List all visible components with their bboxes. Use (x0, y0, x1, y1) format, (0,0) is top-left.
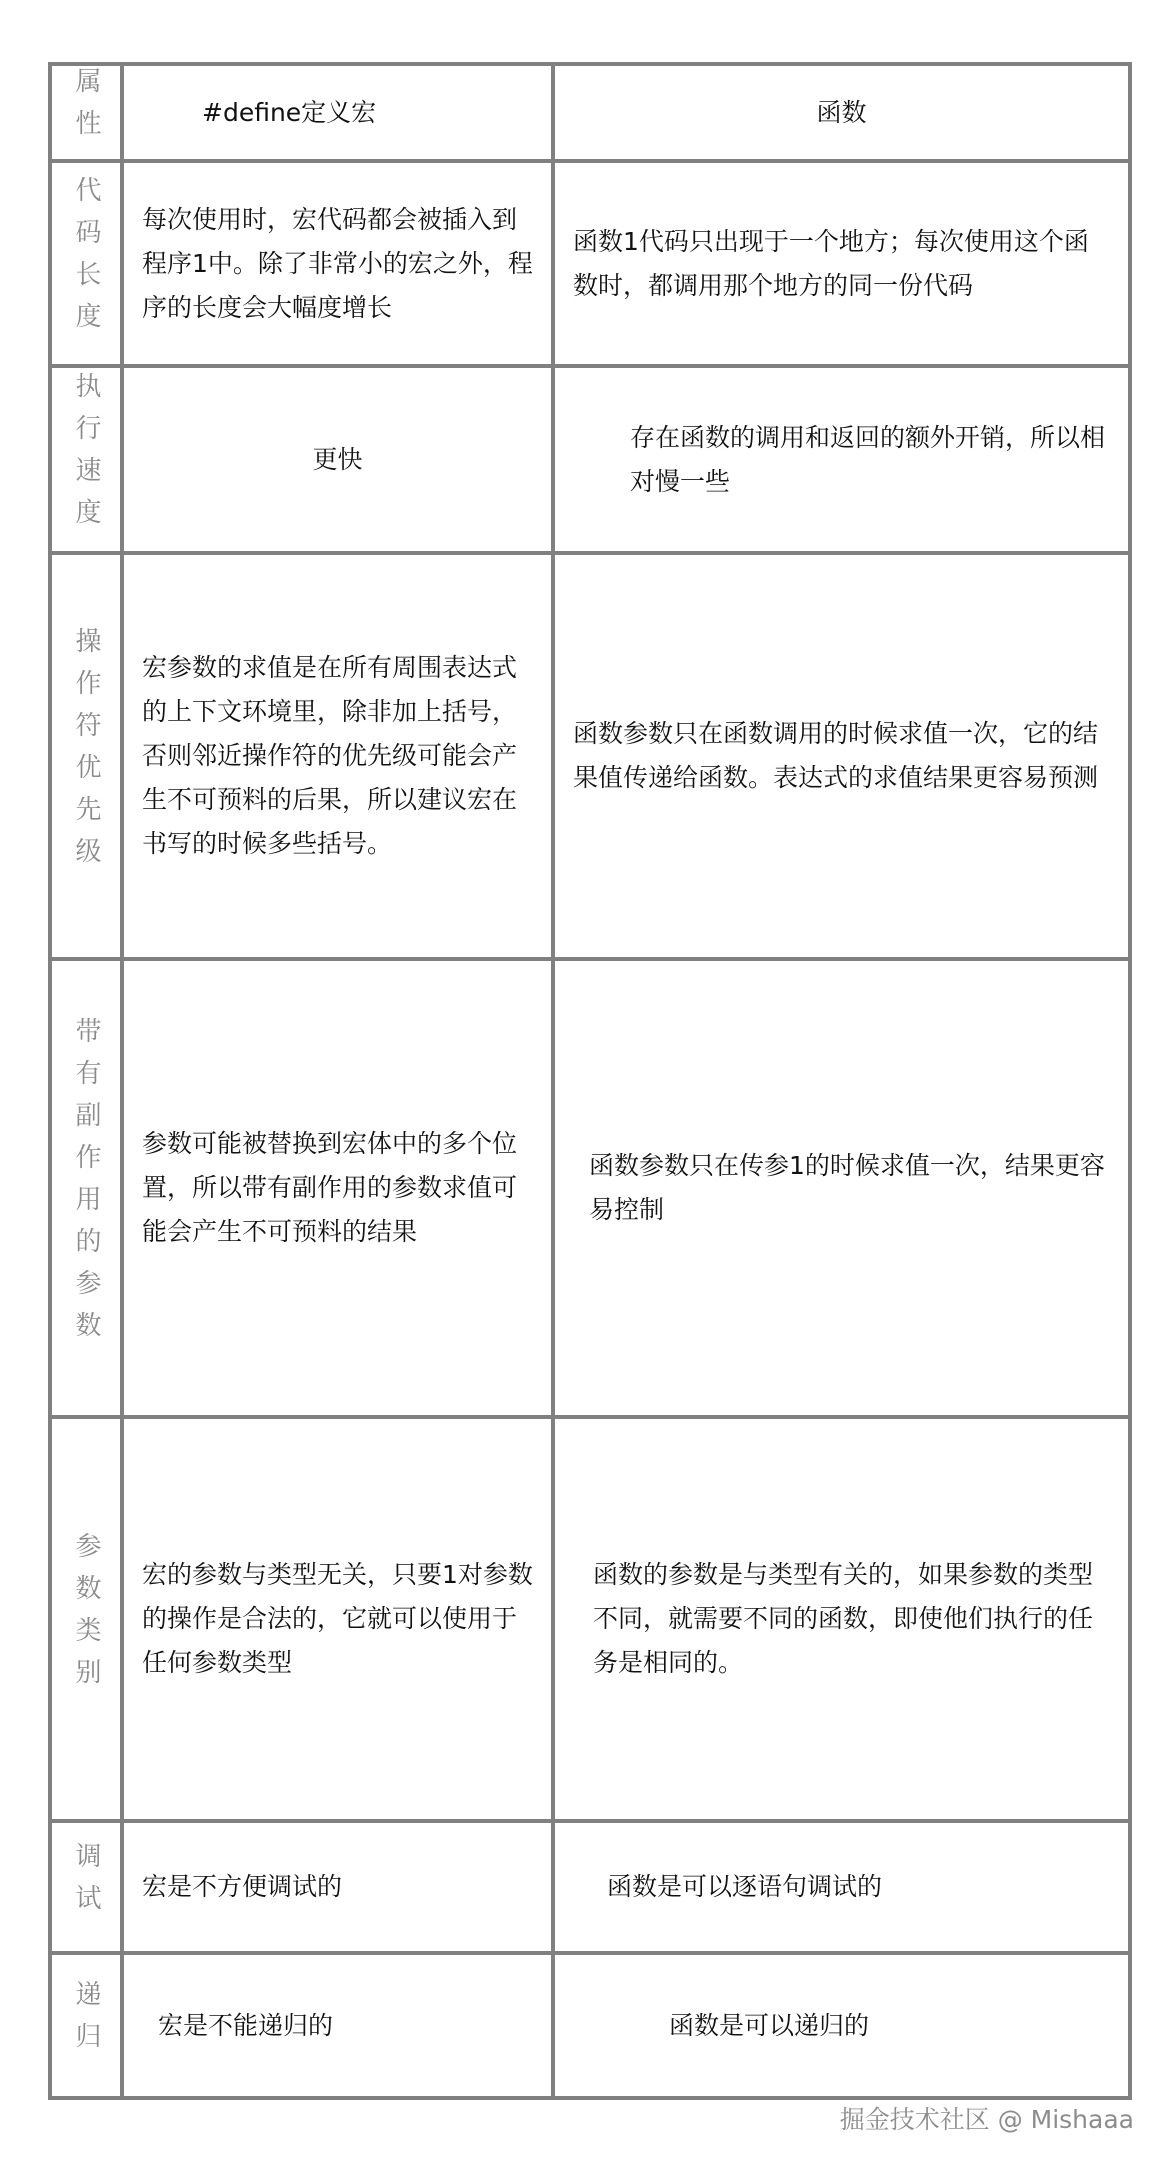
func-cell: 函数的参数是与类型有关的，如果参数的类型不同，就需要不同的函数，即使他们执行的任务是相同的。 (553, 1417, 1130, 1821)
attr-label: 属性 (71, 67, 101, 151)
macro-cell: 参数可能被替换到宏体中的多个位置，所以带有副作用的参数求值可能会产生不可预料的结果 (122, 959, 553, 1417)
macro-cell: 宏参数的求值是在所有周围表达式的上下文环境里，除非加上括号，否则邻近操作符的优先级可能会产生不可预料的后果，所以建议宏在书写的时候多些括号。 (122, 553, 553, 959)
comparison-table (48, 62, 1132, 2100)
attr-label: 递归 (71, 1980, 101, 2064)
table-row (50, 1417, 1130, 1821)
table-row (50, 1821, 1130, 1953)
watermark: 掘金技术社区 @ Mishaaa (839, 2105, 1134, 2134)
attr-label: 带有副作用的参数 (71, 1016, 101, 1353)
macro-cell: 宏是不能递归的 (122, 1953, 553, 2098)
table-row (50, 366, 1130, 553)
attr-cell (50, 161, 122, 366)
attr-label: 代码长度 (71, 176, 101, 344)
func-header: 函数 (553, 64, 1130, 161)
macro-cell: 宏是不方便调试的 (122, 1821, 553, 1953)
header-row (50, 64, 1130, 161)
macro-cell: 宏的参数与类型无关，只要1对参数的操作是合法的，它就可以使用于任何参数类型 (122, 1417, 553, 1821)
func-cell: 函数是可以递归的 (553, 1953, 1130, 2098)
macro-header: #define定义宏 (122, 64, 553, 161)
func-cell: 函数1代码只出现于一个地方；每次使用这个函数时，都调用那个地方的同一份代码 (553, 161, 1130, 366)
table-row (50, 1953, 1130, 2098)
macro-cell: 每次使用时，宏代码都会被插入到程序1中。除了非常小的宏之外，程序的长度会大幅度增长 (122, 161, 553, 366)
attr-label: 调试 (71, 1841, 101, 1926)
attr-cell (50, 959, 122, 1417)
func-cell: 函数是可以逐语句调试的 (553, 1821, 1130, 1953)
attr-cell (50, 1953, 122, 2098)
attr-header (50, 64, 122, 161)
macro-cell: 更快 (122, 366, 553, 553)
attr-label: 操作符优先级 (71, 626, 101, 879)
attr-label: 执行速度 (71, 372, 101, 540)
func-cell: 存在函数的调用和返回的额外开销，所以相对慢一些 (553, 366, 1130, 553)
func-cell: 函数参数只在函数调用的时候求值一次，它的结果值传递给函数。表达式的求值结果更容易预测 (553, 553, 1130, 959)
table-row (50, 161, 1130, 366)
attr-label: 参数类别 (71, 1531, 101, 1700)
table-row (50, 959, 1130, 1417)
func-cell: 函数参数只在传参1的时候求值一次，结果更容易控制 (553, 959, 1130, 1417)
attr-cell (50, 1821, 122, 1953)
attr-cell (50, 1417, 122, 1821)
attr-cell (50, 366, 122, 553)
attr-cell (50, 553, 122, 959)
table-row (50, 553, 1130, 959)
